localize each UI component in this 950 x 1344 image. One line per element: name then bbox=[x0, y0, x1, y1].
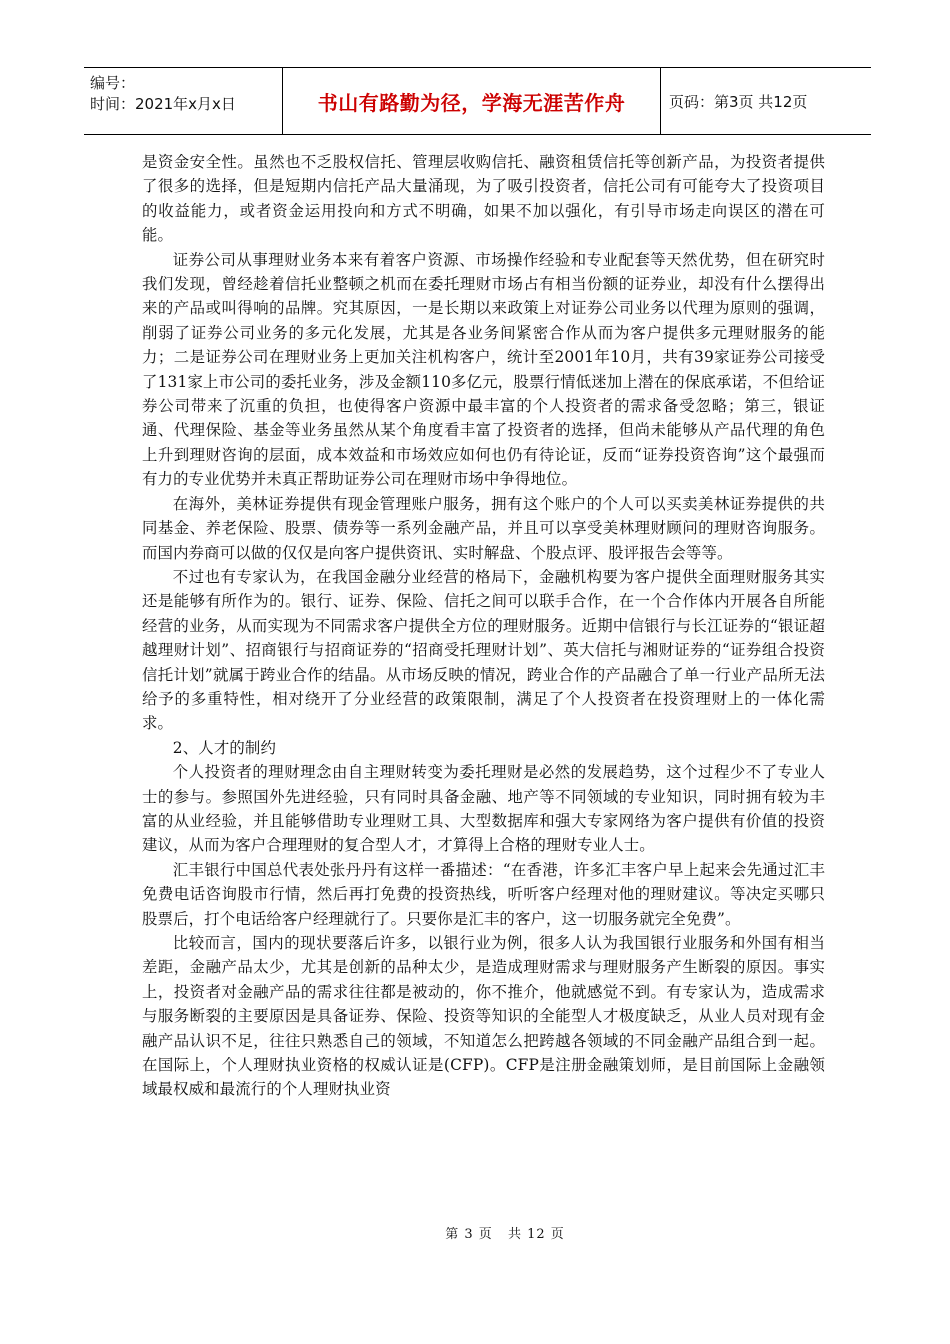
page-header bbox=[84, 67, 871, 135]
paragraph: 汇丰银行中国总代表处张丹丹有这样一番描述：“在香港，许多汇丰客户早上起来会先通过汇丰免费电话咨询股市行情，然后再打免费的投资热线，听听客户经理对他的理财建议。等决定买哪只股票后，打个电话给客户经理就行了。只要你是汇丰的客户，这一切服务就完全免费”。 bbox=[142, 860, 825, 928]
document-date-label: 时间：2021年x月x日 bbox=[90, 95, 236, 113]
header-page-info: 页码：第3页 共12页 bbox=[669, 92, 808, 111]
header-motto: 书山有路勤为径，学海无涯苦作舟 bbox=[282, 68, 661, 134]
section-heading: 2、人才的制约 bbox=[172, 738, 276, 757]
paragraph: 是资金安全性。虽然也不乏股权信托、管理层收购信托、融资租赁信托等创新产品，为投资者提供了很多的选择，但是短期内信托产品大量涌现，为了吸引投资者，信托公司有可能夸大了投资项目的收益能力，或者资金运用投向和方式不明确，如果不加以强化，有引导市场走向误区的潜在可能。 bbox=[142, 153, 825, 245]
paragraph: 在海外，美林证券提供有现金管理账户服务，拥有这个账户的个人可以买卖美林证券提供的共同基金、养老保险、股票、债券等一系列金融产品，并且可以享受美林理财顾问的理财咨询服务。而国内券商可以做的仅仅是向客户提供资讯、实时解盘、个股点评、股评报告会等等。 bbox=[142, 494, 825, 562]
paragraph: 不过也有专家认为，在我国金融分业经营的格局下，金融机构要为客户提供全面理财服务其实还是能够有所作为的。银行、证券、保险、信托之间可以联手合作，在一个合作体内开展各自所能经营的业务，从而实现为不同需求客户提供全方位的理财服务。近期中信银行与长江证券的“银证超越理财计划”、招商银行与招商证券的“招商受托理财计划”、英大信托与湘财证券的“证券组合投资信托计划”就属于跨业合作的结晶。从市场反映的情况，跨业合作的产品融合了单一行业产品所无法给予的多重特性，相对绕开了分业经营的政策限制，满足了个人投资者在投资理财上的一体化需求。 bbox=[142, 567, 825, 733]
footer-total-pages: 共 12 页 bbox=[507, 1227, 565, 1242]
footer-page-number: 第 3 页 bbox=[445, 1227, 493, 1242]
paragraph: 个人投资者的理财理念由自主理财转变为委托理财是必然的发展趋势，这个过程少不了专业人士的参与。参照国外先进经验，只有同时具备金融、地产等不同领域的专业知识，同时拥有较为丰富的从业经验，并且能够借助专业理财工具、大型数据库和强大专家网络为客户提供有价值的投资建议，从而为客户合理理财的复合型人才，才算得上合格的理财专业人士。 bbox=[142, 763, 825, 855]
document-number-label: 编号： bbox=[90, 74, 136, 92]
header-meta bbox=[84, 68, 282, 134]
paragraph: 证券公司从事理财业务本来有着客户资源、市场操作经验和专业配套等天然优势，但在研究时我们发现，曾经趁着信托业整顿之机而在委托理财市场占有相当份额的证券业，却没有什么摆得出来的产品或叫得响的品牌。究其原因，一是长期以来政策上对证券公司业务以代理为原则的强调，削弱了证券公司业务的多元化发展，尤其是各业务间紧密合作从而为客户提供多元理财服务的能力；二是证券公司在理财业务上更加关注机构客户，统计至2001年10月，共有39家证券公司接受了131家上市公司的委托业务，涉及金额110多亿元，股票行情低迷加上潜在的保底承诺，不但给证券公司带来了沉重的负担，也使得客户资源中最丰富的个人投资者的需求备受忽略；第三，银证通、代理保险、基金等业务虽然从某个角度看丰富了投资者的选择，但尚未能够从产品代理的角色上升到理财咨询的层面，成本效益和市场效应如何也仍有待论证，反而“证券投资咨询”这个最强而有力的专业优势并未真正帮助证券公司在理财市场中争得地位。 bbox=[142, 250, 825, 489]
document-body bbox=[142, 150, 825, 1102]
page-footer bbox=[0, 1223, 950, 1242]
paragraph: 比较而言，国内的现状要落后许多，以银行业为例，很多人认为我国银行业服务和外国有相当差距，金融产品太少，尤其是创新的品种太少，是造成理财需求与理财服务产生断裂的原因。事实上，投资者对金融产品的需求往往都是被动的，你不推介，他就感觉不到。有专家认为，造成需求与服务断裂的主要原因是具备证券、保险、投资等知识的全能型人才极度缺乏，从业人员对现有金融产品认识不足，往往只熟悉自己的领域，不知道怎么把跨越各领域的不同金融产品组合到一起。在国际上，个人理财执业资格的权威认证是(CFP)。CFP是注册金融策划师，是目前国际上金融领域最权威和最流行的个人理财执业资 bbox=[142, 934, 825, 1099]
